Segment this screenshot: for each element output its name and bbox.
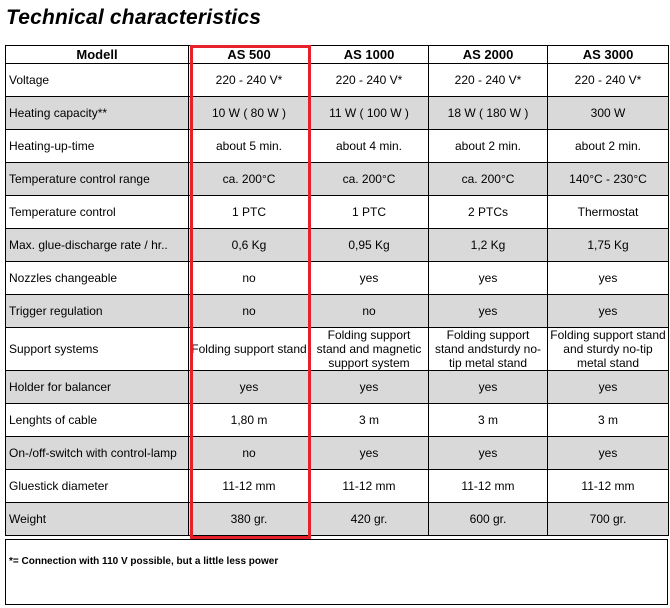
table-row [6, 371, 669, 404]
cell: no [189, 437, 310, 470]
table-row [6, 229, 669, 262]
table-row [6, 328, 669, 371]
row-label: Holder for balancer [6, 371, 189, 404]
cell: Folding support stand [189, 328, 310, 371]
cell: 140°C - 230°C [548, 163, 669, 196]
cell: 1,80 m [189, 404, 310, 437]
footnote-box [5, 539, 668, 605]
spec-table [5, 45, 669, 536]
cell: yes [189, 371, 310, 404]
cell: 0,95 Kg [310, 229, 429, 262]
cell: 11-12 mm [429, 470, 548, 503]
footnote-text: *= Connection with 110 V possible, but a little less power [9, 556, 279, 567]
cell: Folding support stand and magnetic support system [310, 328, 429, 371]
cell: yes [310, 437, 429, 470]
cell: yes [310, 371, 429, 404]
cell: Folding support stand andsturdy no-tip metal stand [429, 328, 548, 371]
cell: 220 - 240 V* [310, 64, 429, 97]
cell: ca. 200°C [310, 163, 429, 196]
table-row [6, 437, 669, 470]
table-row [6, 64, 669, 97]
cell: 11-12 mm [548, 470, 669, 503]
cell: 220 - 240 V* [548, 64, 669, 97]
cell: 600 gr. [429, 503, 548, 536]
cell: 1,2 Kg [429, 229, 548, 262]
cell: 11-12 mm [189, 470, 310, 503]
cell: 220 - 240 V* [429, 64, 548, 97]
table-row [6, 404, 669, 437]
cell: 11-12 mm [310, 470, 429, 503]
cell: 0,6 Kg [189, 229, 310, 262]
row-label: Gluestick diameter [6, 470, 189, 503]
table-row [6, 97, 669, 130]
table-row [6, 262, 669, 295]
row-label: On-/off-switch with control-lamp [6, 437, 189, 470]
cell: yes [429, 262, 548, 295]
cell: 3 m [429, 404, 548, 437]
cell: 10 W ( 80 W ) [189, 97, 310, 130]
cell: yes [429, 371, 548, 404]
cell: 1 PTC [310, 196, 429, 229]
table-row [6, 470, 669, 503]
cell: 18 W ( 180 W ) [429, 97, 548, 130]
cell: 1,75 Kg [548, 229, 669, 262]
table-row [6, 295, 669, 328]
cell: yes [548, 437, 669, 470]
header-as500: AS 500 [189, 46, 310, 64]
cell: 220 - 240 V* [189, 64, 310, 97]
row-label: Heating-up-time [6, 130, 189, 163]
cell: yes [429, 295, 548, 328]
cell: 420 gr. [310, 503, 429, 536]
cell: 1 PTC [189, 196, 310, 229]
row-label: Trigger regulation [6, 295, 189, 328]
page-title: Technical characteristics [6, 6, 262, 29]
cell: no [310, 295, 429, 328]
cell: 300 W [548, 97, 669, 130]
row-label: Support systems [6, 328, 189, 371]
cell: Folding support stand and sturdy no-tip metal stand [548, 328, 669, 371]
cell: 3 m [310, 404, 429, 437]
cell: about 4 min. [310, 130, 429, 163]
row-label: Temperature control [6, 196, 189, 229]
table-header-row [6, 46, 669, 64]
table-row [6, 503, 669, 536]
cell: 700 gr. [548, 503, 669, 536]
cell: ca. 200°C [429, 163, 548, 196]
header-as3000: AS 3000 [548, 46, 669, 64]
row-label: Lenghts of cable [6, 404, 189, 437]
cell: about 2 min. [548, 130, 669, 163]
cell: about 5 min. [189, 130, 310, 163]
row-label: Voltage [6, 64, 189, 97]
cell: 2 PTCs [429, 196, 548, 229]
header-modell: Modell [6, 46, 189, 64]
row-label: Nozzles changeable [6, 262, 189, 295]
table-row [6, 163, 669, 196]
cell: no [189, 262, 310, 295]
cell: ca. 200°C [189, 163, 310, 196]
cell: Thermostat [548, 196, 669, 229]
table-row [6, 196, 669, 229]
cell: yes [429, 437, 548, 470]
cell: no [189, 295, 310, 328]
cell: yes [548, 295, 669, 328]
row-label: Temperature control range [6, 163, 189, 196]
header-as1000: AS 1000 [310, 46, 429, 64]
cell: 380 gr. [189, 503, 310, 536]
header-as2000: AS 2000 [429, 46, 548, 64]
cell: 3 m [548, 404, 669, 437]
row-label: Max. glue-discharge rate / hr.. [6, 229, 189, 262]
cell: yes [548, 371, 669, 404]
cell: yes [548, 262, 669, 295]
cell: about 2 min. [429, 130, 548, 163]
row-label: Weight [6, 503, 189, 536]
cell: yes [310, 262, 429, 295]
table-row [6, 130, 669, 163]
cell: 11 W ( 100 W ) [310, 97, 429, 130]
row-label: Heating capacity** [6, 97, 189, 130]
